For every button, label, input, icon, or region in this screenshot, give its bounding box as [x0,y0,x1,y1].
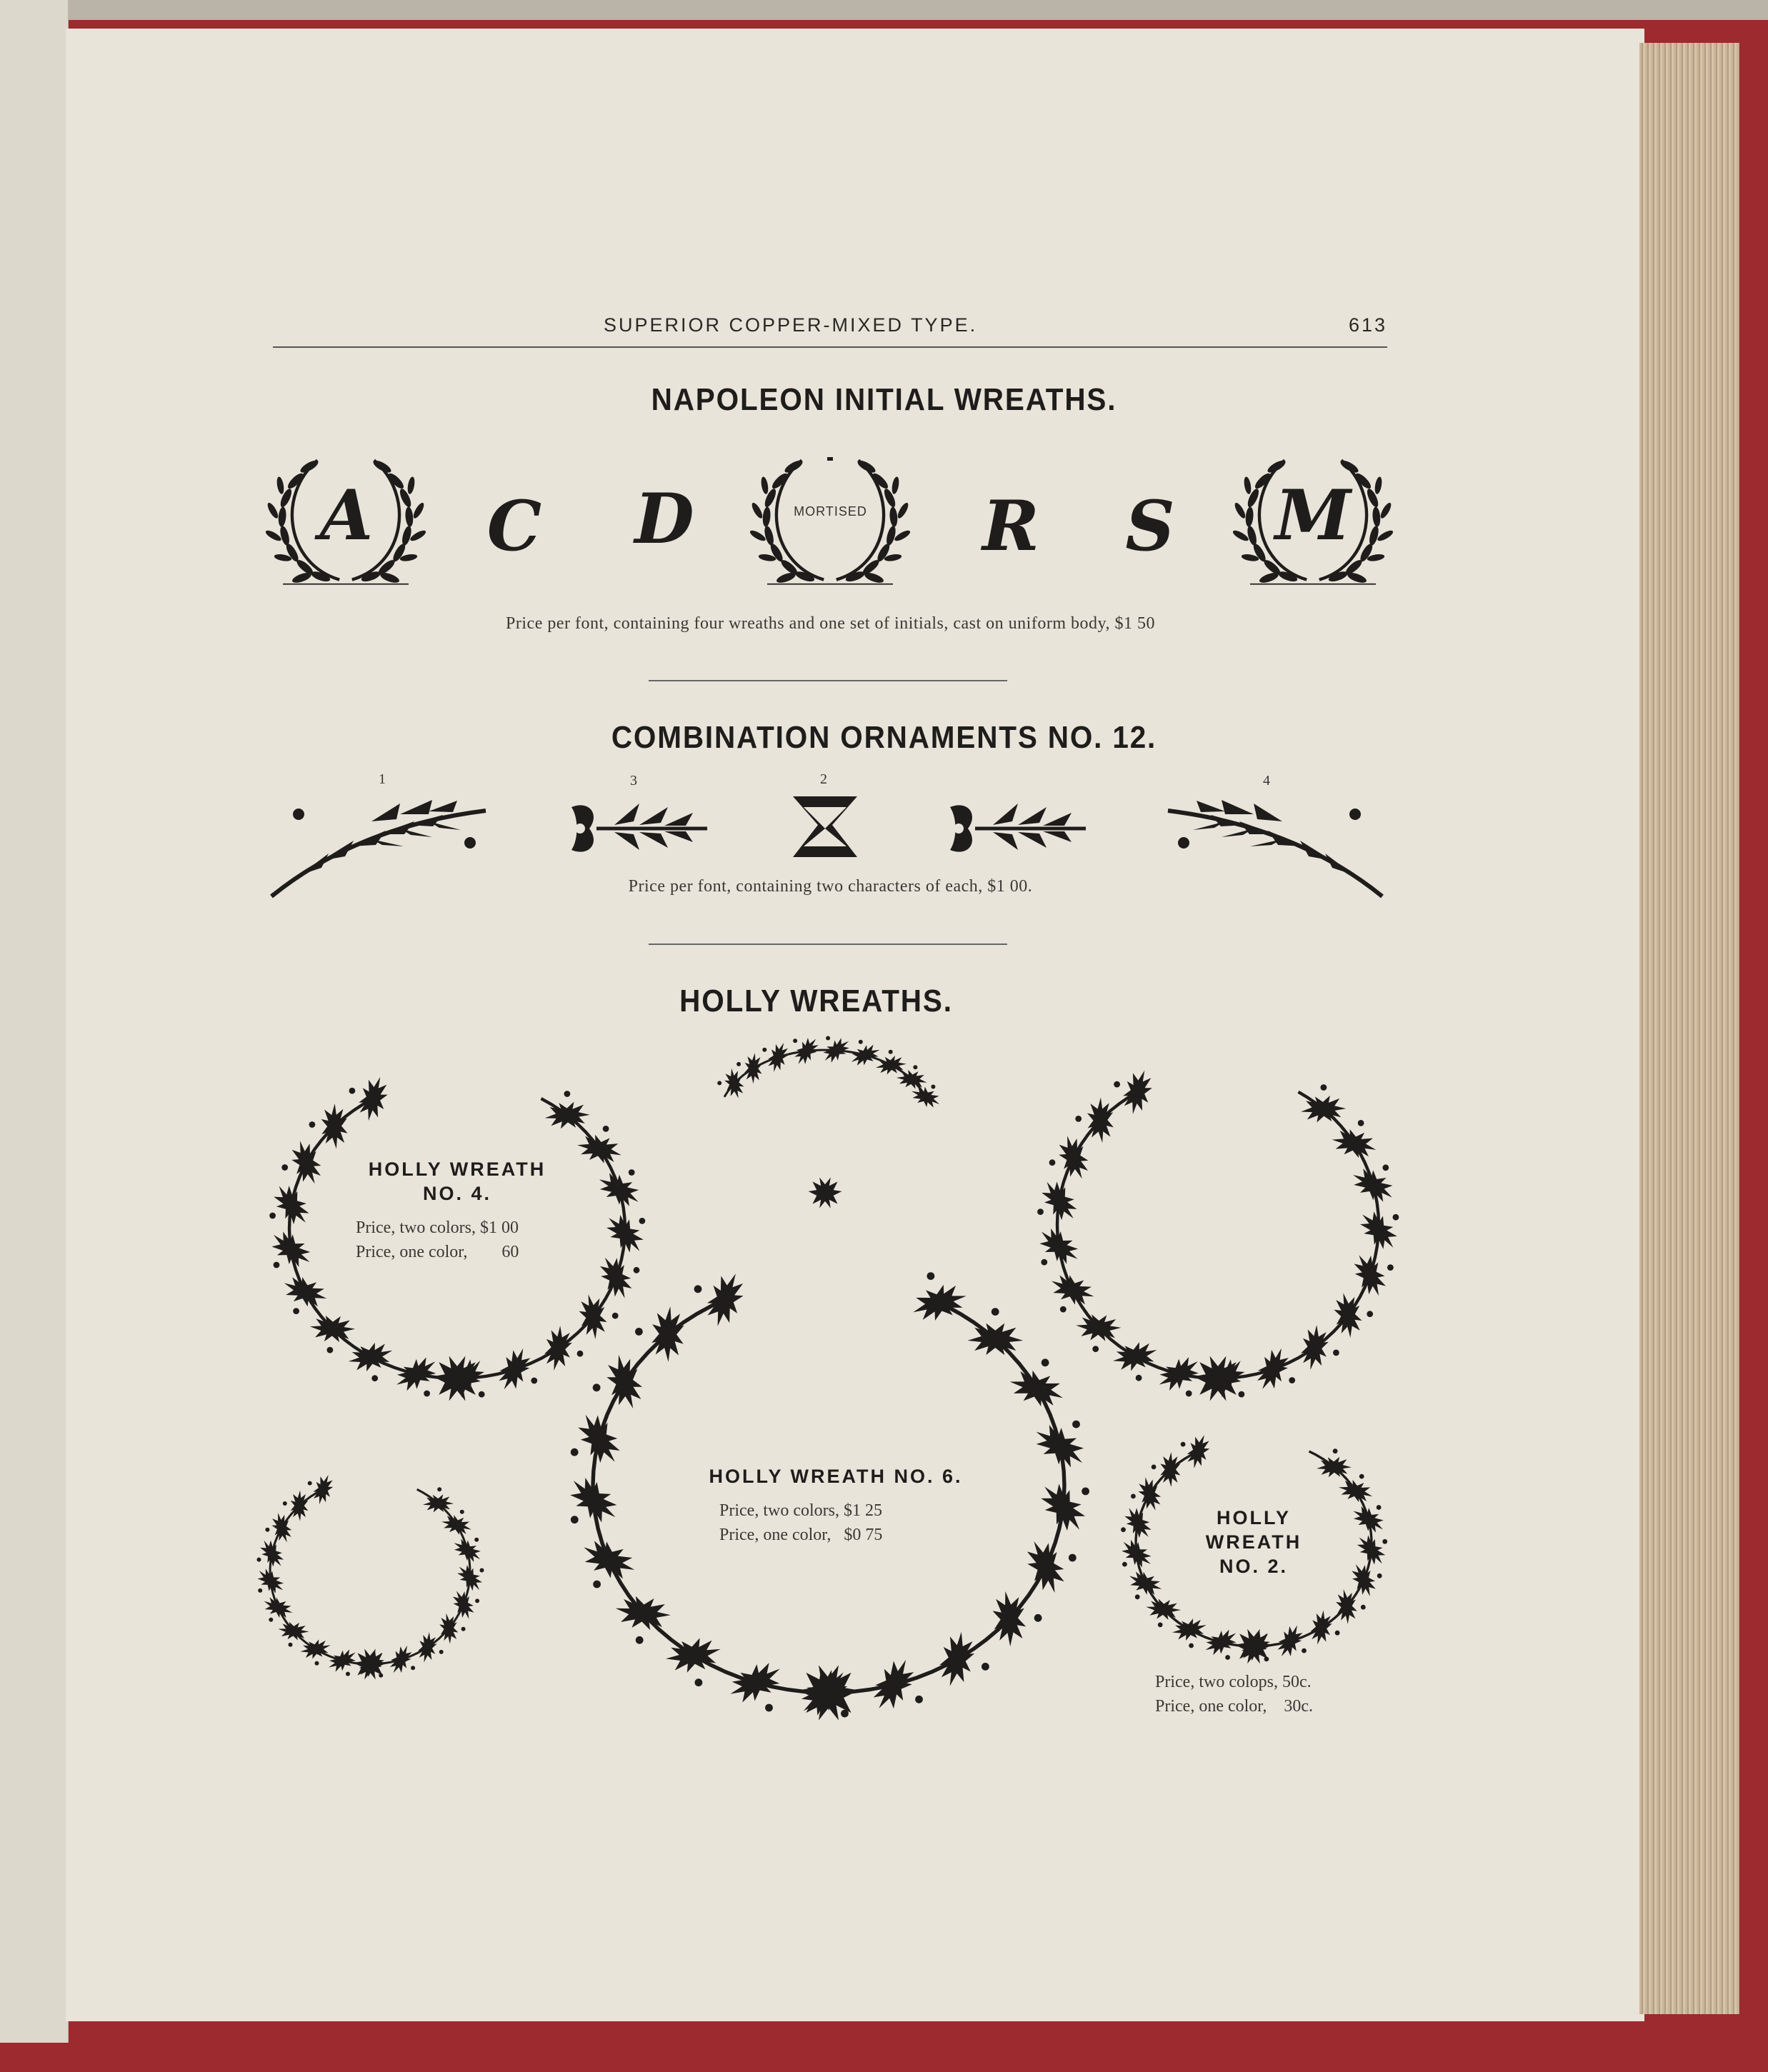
holly-wreath-4-price: Price, two colors, $1 00 Price, one color, 60 [356,1218,519,1261]
running-head: SUPERIOR COPPER-MIXED TYPE. [604,314,978,336]
initial-c: C [486,486,542,566]
holly-wreath-garland [717,1034,944,1208]
holly-wreath-6 [562,1268,1093,1723]
napoleon-price: Price per font, containing four wreaths and one set of initials, cast on uniform body, $1 50 [506,614,1155,633]
ornament-2 [793,796,857,857]
initial-d: D [634,479,694,559]
ornament-3 [571,804,707,852]
holly-wreath-2-label: HOLLY WREATH NO. 2. [1205,1507,1302,1577]
laurel-wreath-mortised [749,459,912,585]
ornament-4 [950,804,1086,852]
section-title-holly: HOLLY WREATHS. [679,984,953,1019]
ornament-number-3: 3 [630,773,637,789]
initial-s: S [1125,486,1175,566]
initial-r: R [982,486,1039,566]
holly-wreath-6-price: Price, two colors, $1 25 Price, one color, $0 75 [719,1501,883,1544]
initial-a: A [319,475,374,556]
holly-wreath-small [253,1472,486,1681]
ornament-number-2: 2 [820,771,827,787]
page-number: 613 [1349,314,1388,336]
ornament-number-1: 1 [379,771,386,787]
holly-wreath-2-price: Price, two colops, 50c. Price, one color, 30c. [1155,1673,1313,1716]
initial-m: M [1274,475,1352,556]
holly-wreath-plain [1033,1067,1404,1404]
ornaments-price: Price per font, containing two characters of each, $1 00. [628,877,1033,896]
ornament-number-4: 4 [1263,773,1270,789]
section-title-ornaments: COMBINATION ORNAMENTS NO. 12. [611,720,1157,755]
section-title-napoleon: NAPOLEON INITIAL WREATHS. [651,382,1117,417]
holly-wreath-6-label: HOLLY WREATH NO. 6. [709,1466,963,1487]
mortised-label: MORTISED [794,504,867,519]
holly-wreath-4-label: HOLLY WREATH NO. 4. [368,1158,546,1204]
